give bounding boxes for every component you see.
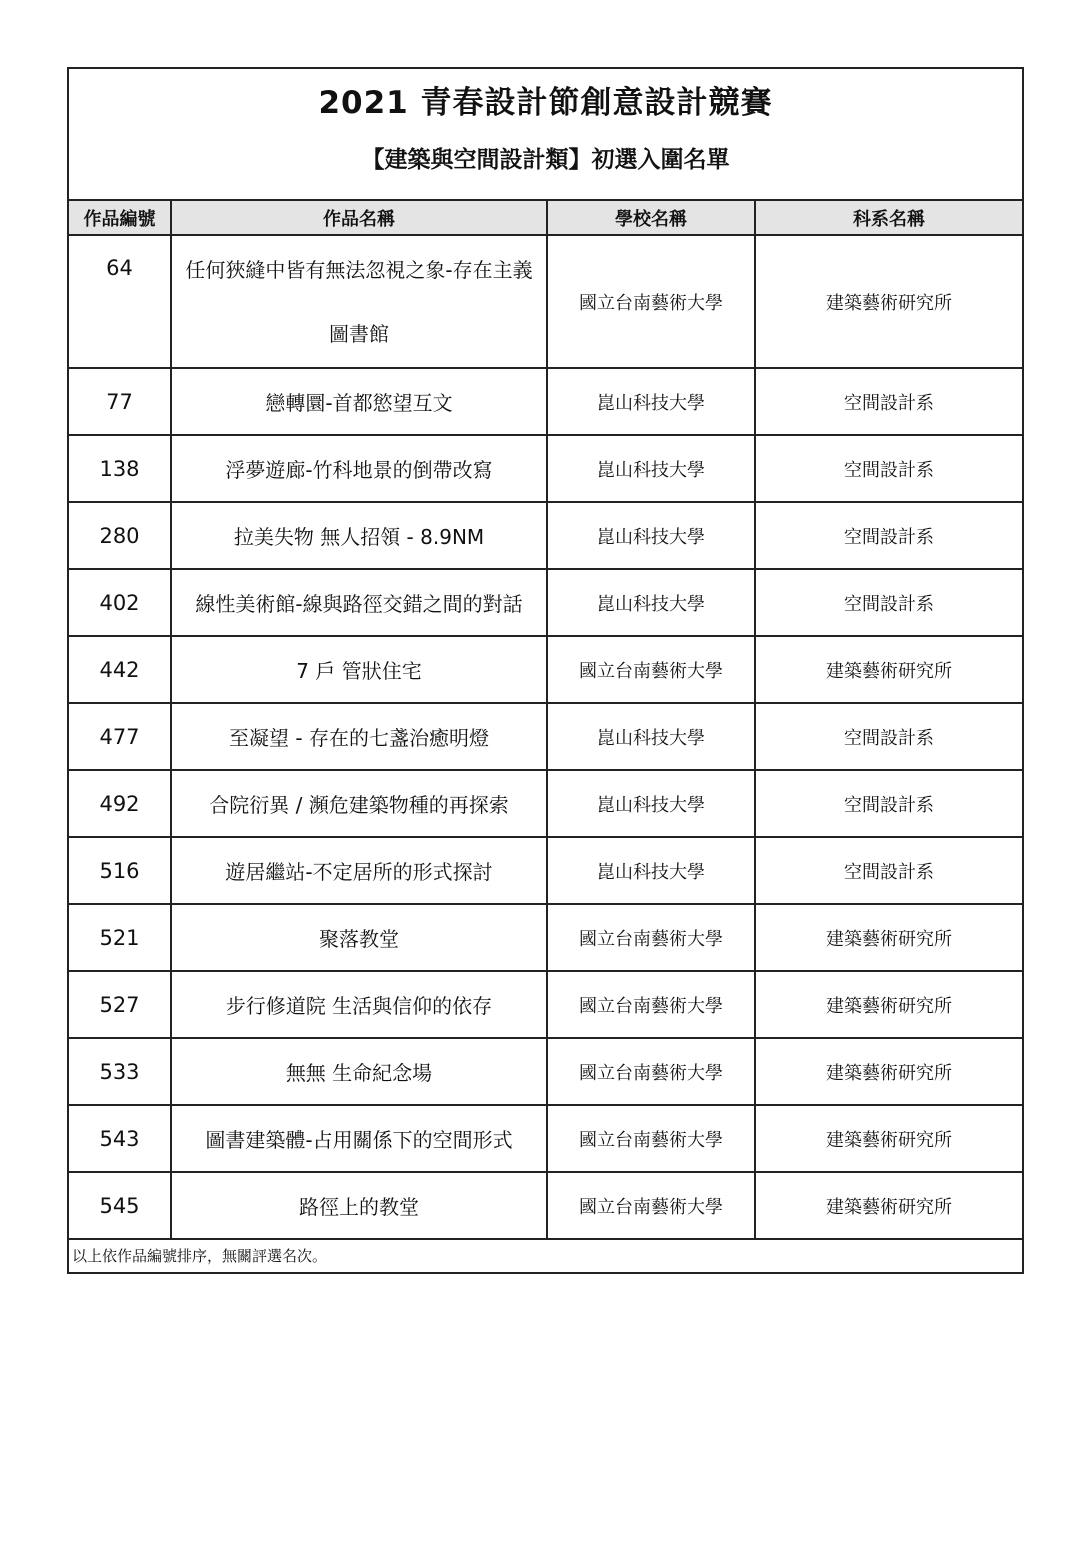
school-name-cell: 國立台南藝術大學 (547, 904, 755, 971)
header-work-name: 作品名稱 (171, 201, 547, 235)
header-department-name: 科系名稱 (755, 201, 1022, 235)
department-name-cell: 空間設計系 (755, 569, 1022, 636)
work-number-cell: 64 (69, 235, 171, 368)
department-name-cell: 建築藝術研究所 (755, 1172, 1022, 1239)
header-school-name: 學校名稱 (547, 201, 755, 235)
department-name-cell: 空間設計系 (755, 502, 1022, 569)
department-name-cell: 建築藝術研究所 (755, 1038, 1022, 1105)
school-name-cell: 崑山科技大學 (547, 569, 755, 636)
school-name-cell: 崑山科技大學 (547, 435, 755, 502)
school-name-cell: 國立台南藝術大學 (547, 1038, 755, 1105)
table-row (69, 837, 1022, 904)
work-name-cell: 聚落教堂 (171, 904, 547, 971)
department-name-cell: 建築藝術研究所 (755, 971, 1022, 1038)
table-row (69, 435, 1022, 502)
work-name-cell: 至凝望 - 存在的七盞治癒明燈 (171, 703, 547, 770)
footnote: 以上依作品編號排序，無關評選名次。 (72, 1247, 328, 1265)
school-name-cell: 崑山科技大學 (547, 368, 755, 435)
shortlist-table (69, 201, 1022, 1240)
work-number-cell: 545 (69, 1172, 171, 1239)
table-row (69, 636, 1022, 703)
work-name-cell: 圖書建築體-占用關係下的空間形式 (171, 1105, 547, 1172)
table-row (69, 368, 1022, 435)
table-row (69, 235, 1022, 368)
page-title: 2021 青春設計節創意設計競賽 (318, 85, 773, 121)
table-body (69, 235, 1022, 1239)
work-number-cell: 138 (69, 435, 171, 502)
school-name-cell: 國立台南藝術大學 (547, 1172, 755, 1239)
school-name-cell: 國立台南藝術大學 (547, 971, 755, 1038)
work-name-cell: 線性美術館-線與路徑交錯之間的對話 (171, 569, 547, 636)
school-name-cell: 崑山科技大學 (547, 703, 755, 770)
work-name-cell: 浮夢遊廊-竹科地景的倒帶改寫 (171, 435, 547, 502)
work-name-cell: 7 戶 管狀住宅 (171, 636, 547, 703)
school-name-cell: 國立台南藝術大學 (547, 636, 755, 703)
shortlist-sheet (67, 67, 1024, 1274)
header-work-number: 作品編號 (69, 201, 171, 235)
work-number-cell: 280 (69, 502, 171, 569)
department-name-cell: 建築藝術研究所 (755, 1105, 1022, 1172)
work-number-cell: 492 (69, 770, 171, 837)
table-row (69, 1105, 1022, 1172)
department-name-cell: 空間設計系 (755, 837, 1022, 904)
school-name-cell: 崑山科技大學 (547, 770, 755, 837)
work-name-cell: 合院衍異 / 瀕危建築物種的再探索 (171, 770, 547, 837)
work-number-cell: 442 (69, 636, 171, 703)
work-number-cell: 516 (69, 837, 171, 904)
table-header-row (69, 201, 1022, 235)
school-name-cell: 國立台南藝術大學 (547, 1105, 755, 1172)
work-number-cell: 477 (69, 703, 171, 770)
table-row (69, 569, 1022, 636)
department-name-cell: 空間設計系 (755, 368, 1022, 435)
department-name-cell: 建築藝術研究所 (755, 235, 1022, 368)
table-row (69, 1172, 1022, 1239)
department-name-cell: 空間設計系 (755, 770, 1022, 837)
work-name-cell: 任何狹縫中皆有無法忽視之象-存在主義圖書館 (171, 235, 547, 368)
school-name-cell: 崑山科技大學 (547, 837, 755, 904)
work-name-cell: 拉美失物 無人招領 - 8.9NM (171, 502, 547, 569)
table-row (69, 703, 1022, 770)
department-name-cell: 建築藝術研究所 (755, 636, 1022, 703)
work-name-cell: 戀轉圜-首都慾望互文 (171, 368, 547, 435)
school-name-cell: 國立台南藝術大學 (547, 235, 755, 368)
work-number-cell: 527 (69, 971, 171, 1038)
department-name-cell: 空間設計系 (755, 703, 1022, 770)
work-name-cell: 路徑上的教堂 (171, 1172, 547, 1239)
table-row (69, 904, 1022, 971)
table-row (69, 770, 1022, 837)
work-number-cell: 533 (69, 1038, 171, 1105)
title-block (69, 69, 1022, 201)
department-name-cell: 建築藝術研究所 (755, 904, 1022, 971)
table-row (69, 1038, 1022, 1105)
work-name-cell: 無無 生命紀念場 (171, 1038, 547, 1105)
school-name-cell: 崑山科技大學 (547, 502, 755, 569)
table-row (69, 971, 1022, 1038)
work-number-cell: 77 (69, 368, 171, 435)
work-number-cell: 402 (69, 569, 171, 636)
department-name-cell: 空間設計系 (755, 435, 1022, 502)
work-name-cell: 步行修道院 生活與信仰的依存 (171, 971, 547, 1038)
page-subtitle: 【建築與空間設計類】初選入圍名單 (361, 147, 730, 173)
work-name-cell: 遊居繼站-不定居所的形式探討 (171, 837, 547, 904)
table-row (69, 502, 1022, 569)
work-number-cell: 543 (69, 1105, 171, 1172)
work-number-cell: 521 (69, 904, 171, 971)
